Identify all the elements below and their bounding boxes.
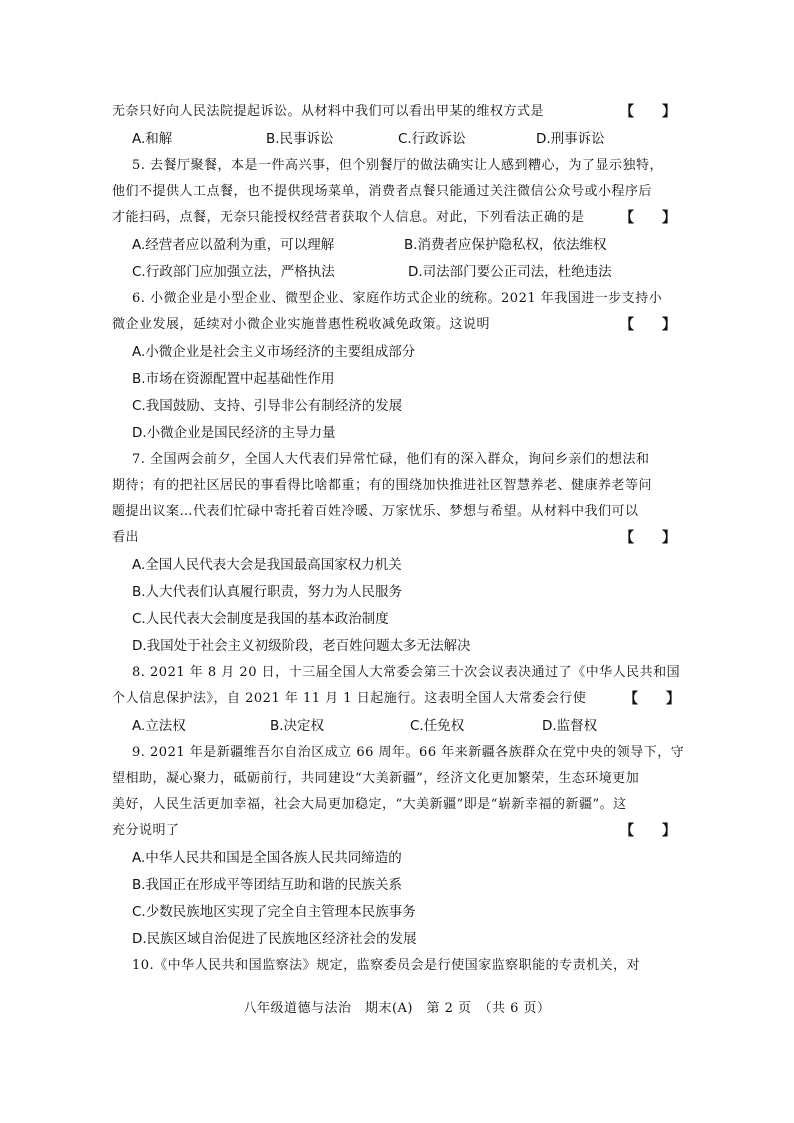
q8-option-d: D.监督权	[542, 718, 598, 734]
q7-option-d: D.我国处于社会主义初级阶段，老百姓问题太多无法解决	[132, 638, 471, 654]
q7-text-line: 看出	[112, 530, 140, 545]
q6-answer-bracket: 【 】	[620, 317, 676, 333]
q4-option-a: A.和解	[132, 131, 173, 147]
q5-option-a: A.经营者应以盈利为重，可以理解	[132, 237, 335, 253]
q9-option-c: C.少数民族地区实现了完全自主管理本民族事务	[132, 904, 416, 920]
q8-option-b: B.决定权	[270, 718, 325, 734]
q8-text-line: 个人信息保护法》，自 2021 年 11 月 1 日起施行。这表明全国人大常委会行使	[112, 691, 587, 706]
q7-option-a: A.全国人民代表大会是我国最高国家权力机关	[132, 557, 402, 573]
q9-text-line: 9. 2021 年是新疆维吾尔自治区成立 66 周年。66 年来新疆各族群众在党中央的领导下，守	[132, 745, 685, 760]
q7-option-b: B.人大代表们认真履行职责，努力为人民服务	[132, 584, 403, 600]
q4-text-line: 无奈只好向人民法院提起诉讼。从材料中我们可以看出甲某的维权方式是	[112, 104, 545, 119]
q9-option-a: A.中华人民共和国是全国各族人民共同缔造的	[132, 850, 402, 866]
q5-option-d: D.司法部门要公正司法，杜绝违法	[408, 264, 612, 280]
q5-text-line: 5. 去餐厅聚餐，本是一件高兴事，但个别餐厅的做法确实让人感到糟心，为了显示独特，	[132, 158, 664, 173]
q4-option-c: C.行政诉讼	[398, 131, 466, 147]
q6-option-d: D.小微企业是国民经济的主导力量	[132, 425, 336, 441]
q5-option-b: B.消费者应保护隐私权，依法维权	[404, 237, 607, 253]
q4-option-b: B.民事诉讼	[266, 131, 334, 147]
q5-text-line: 他们不提供人工点餐，也不提供现场菜单，消费者点餐只能通过关注微信公众号或小程序后	[112, 184, 653, 199]
q4-answer-bracket: 【 】	[620, 104, 676, 120]
q6-text-line: 6. 小微企业是小型企业、微型企业、家庭作坊式企业的统称。2021 年我国进一步支持小	[132, 291, 663, 306]
q4-option-d: D.刑事诉讼	[536, 131, 605, 147]
q10-text-line: 10.《中华人民共和国监察法》规定，监察委员会是行使国家监察职能的专责机关，对	[132, 958, 641, 973]
q9-option-d: D.民族区域自治促进了民族地区经济社会的发展	[132, 931, 417, 947]
q5-text-line: 才能扫码，点餐，无奈只能授权经营者获取个人信息。对此，下列看法正确的是	[112, 210, 585, 225]
q8-option-a: A.立法权	[132, 718, 186, 734]
q9-text-line: 望相助，凝心聚力，砥砺前行，共同建设“大美新疆”，经济文化更加繁荣，生态环境更加	[112, 771, 640, 786]
q7-text-line: 7. 全国两会前夕，全国人大代表们异常忙碌，他们有的深入群众，询问乡亲们的想法和	[132, 452, 650, 467]
q8-text-line: 8. 2021 年 8 月 20 日，十三届全国人大常委会第三十次会议表决通过了《中华人民共和国	[132, 665, 681, 680]
q9-text-line: 充分说明了	[112, 823, 180, 838]
q6-option-b: B.市场在资源配置中起基础性作用	[132, 371, 335, 387]
q8-option-c: C.任免权	[410, 718, 465, 734]
q9-text-line: 美好，人民生活更加幸福，社会大局更加稳定，“大美新疆”即是“崭新幸福的新疆”。这	[112, 797, 627, 812]
q7-text-line: 期待；有的把社区居民的事看得比啥都重；有的围绕加快推进社区智慧养老、健康养老等问	[112, 478, 653, 493]
q8-answer-bracket: 【 】	[624, 691, 680, 707]
q6-option-a: A.小微企业是社会主义市场经济的主要组成部分	[132, 344, 416, 360]
q5-answer-bracket: 【 】	[620, 210, 676, 226]
q9-option-b: B.我国正在形成平等团结互助和谐的民族关系	[132, 877, 403, 893]
q7-option-c: C.人民代表大会制度是我国的基本政治制度	[132, 611, 389, 627]
q6-option-c: C.我国鼓励、支持、引导非公有制经济的发展	[132, 398, 403, 414]
q9-answer-bracket: 【 】	[620, 823, 676, 839]
page-footer: 八年级道德与法治 期末(A) 第 2 页 （共 6 页）	[243, 1001, 551, 1016]
q7-text-line: 题提出议案…代表们忙碌中寄托着百姓冷暖、万家忧乐、梦想与希望。从材料中我们可以	[112, 504, 639, 519]
q7-answer-bracket: 【 】	[620, 530, 676, 546]
q6-text-line: 微企业发展，延续对小微企业实施普惠性税收减免政策。这说明	[112, 317, 491, 332]
q5-option-c: C.行政部门应加强立法，严格执法	[132, 264, 335, 280]
